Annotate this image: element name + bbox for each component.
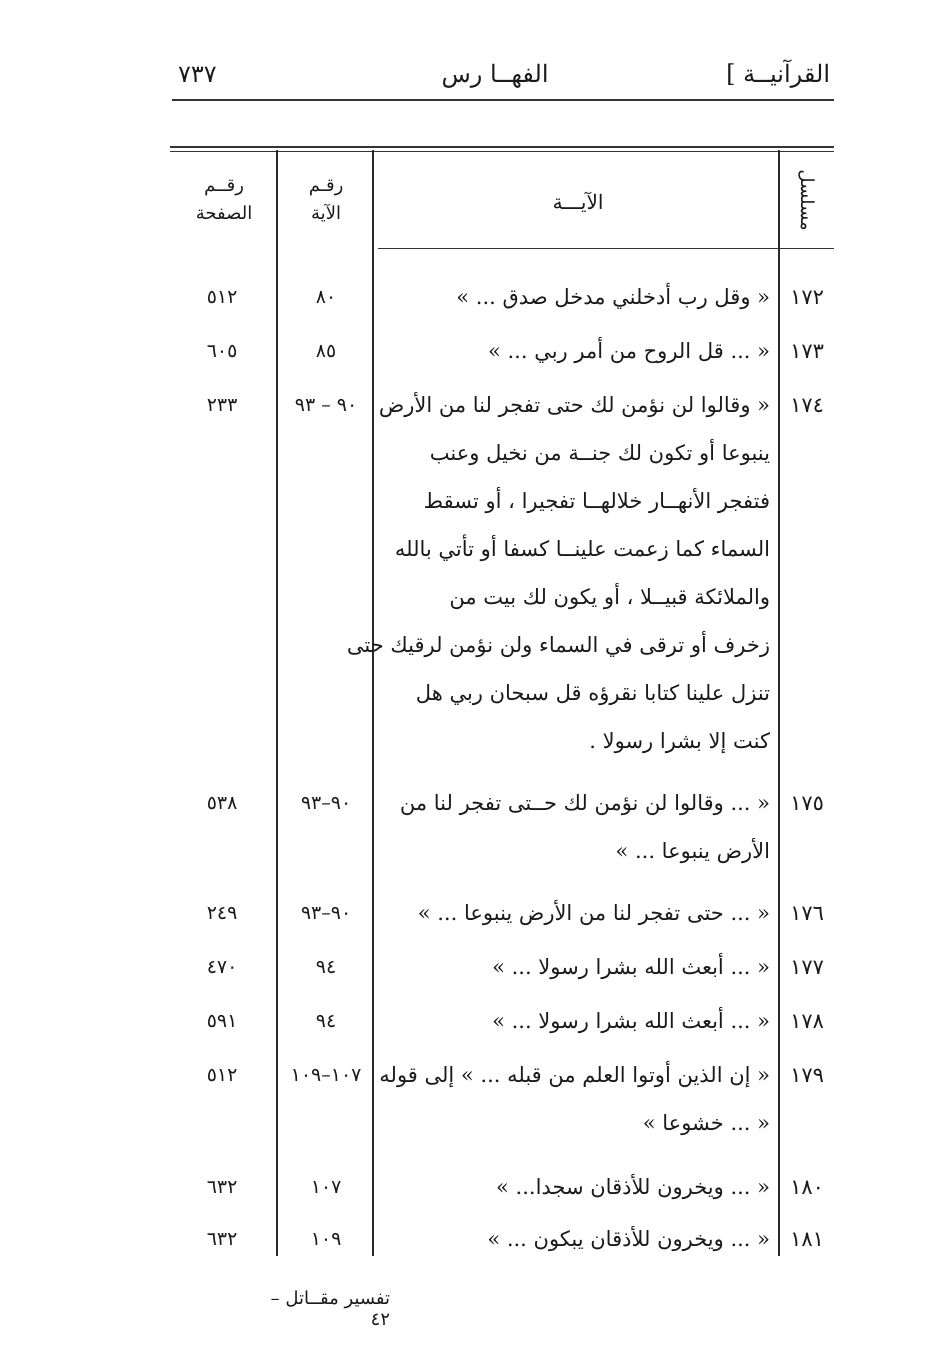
table-row-serial: ١٨٠ (790, 1175, 824, 1199)
table-row-verse-line: « إن الذين أوتوا العلم من قبله ... » إلى قوله (379, 1063, 770, 1087)
header-title-center: الفهــا رس (441, 60, 549, 88)
table-row-verse-line: « ... وقالوا لن نؤمن لك حــتى تفجر لنا من (399, 791, 770, 815)
table-row-verse-line: ينبوعا أو تكون لك جنــة من نخيل وعنب (429, 441, 770, 465)
column-header-serial-text: مسلسل (796, 169, 817, 231)
header-rule (172, 99, 834, 101)
table-row-page-number: ٥١٢ (206, 286, 238, 308)
column-header-verse-number-line1: رقـم (308, 175, 344, 196)
table-row-verse-number: ٩٠–٩٣ (300, 792, 352, 814)
table-row-page-number: ٥١٢ (206, 1064, 238, 1086)
table-row-verse-line: الأرض ينبوعا ... » (615, 839, 770, 863)
table-row-serial: ١٧٥ (790, 791, 824, 815)
column-header-page-number-line1: رقــم (204, 175, 244, 196)
table-row-verse-line: « وقالوا لن نؤمن لك حتى تفجر لنا من الأرض (378, 393, 770, 417)
table-row-verse-line: « ... أبعث الله بشرا رسولا ... » (492, 1009, 770, 1033)
table-row-verse-line: « ... حتى تفجر لنا من الأرض ينبوعا ... » (417, 901, 770, 925)
table-row-page-number: ٦٣٢ (206, 1228, 238, 1250)
table-row-verse-number: ١٠٩ (310, 1228, 342, 1250)
table-divider-verse (372, 150, 374, 1256)
table-row-serial: ١٧٣ (790, 339, 824, 363)
table-row-verse-line: « ... قل الروح من أمر ربي ... » (487, 339, 770, 363)
table-row-verse-line: زخرف أو ترقى في السماء ولن نؤمن لرقيك حتى (346, 633, 770, 657)
column-header-serial (780, 160, 834, 240)
column-header-page-number (172, 172, 276, 228)
table-row-serial: ١٨١ (790, 1227, 824, 1251)
table-row-verse-number: ٩٤ (315, 1010, 337, 1032)
table-top-rule (170, 146, 834, 148)
table-row-page-number: ٦٣٢ (206, 1176, 238, 1198)
table-row-page-number: ٢٤٩ (206, 902, 238, 924)
table-row-verse-number: ١٠٧–١٠٩ (290, 1064, 362, 1086)
table-row-verse-line: والملائكة قبيــلا ، أو يكون لك بيت من (449, 585, 770, 609)
table-row-verse-number: ٨٥ (315, 340, 337, 362)
column-header-page-number-line2: الصفحة (195, 203, 253, 224)
table-row-verse-number: ٩٤ (315, 956, 337, 978)
table-row-page-number: ٥٩١ (206, 1010, 238, 1032)
table-row-verse-line: فتفجر الأنهــار خلالهــا تفجيرا ، أو تسقط (423, 489, 770, 513)
table-row-verse-number: ٩٠ – ٩٣ (294, 394, 358, 416)
table-row-verse-line: كنت إلا بشرا رسولا . (589, 729, 770, 753)
table-row-verse-line: « ... ويخرون للأذقان يبكون ... » (487, 1227, 770, 1251)
table-row-verse-line: « ... أبعث الله بشرا رسولا ... » (492, 955, 770, 979)
table-row-serial: ١٧٢ (790, 285, 824, 309)
table-row-serial: ١٧٦ (790, 901, 824, 925)
table-row-serial: ١٧٧ (790, 955, 824, 979)
table-row-page-number: ٦٠٥ (206, 340, 238, 362)
table-row-page-number: ٢٣٣ (206, 394, 238, 416)
table-row-serial: ١٧٩ (790, 1063, 824, 1087)
table-row-verse-line: تنزل علينا كتابا نقرؤه قل سبحان ربي هل (415, 681, 770, 705)
table-row-serial: ١٧٨ (790, 1009, 824, 1033)
table-row-serial: ١٧٤ (790, 393, 824, 417)
table-header-rule (378, 248, 834, 249)
table-row-page-number: ٥٣٨ (206, 792, 238, 814)
column-header-verse: الآيـــة (552, 190, 604, 214)
header-title-right: القرآنيــة ] (726, 60, 830, 88)
table-row-verse-line: السماء كما زعمت علينــا كسفا أو تأتي بالله (394, 537, 770, 561)
table-row-verse-number: ١٠٧ (310, 1176, 342, 1198)
table-row-page-number: ٤٧٠ (206, 956, 238, 978)
table-divider-number (276, 150, 278, 1256)
table-row-verse-number: ٨٠ (315, 286, 337, 308)
table-top-rule-inner (170, 151, 834, 152)
table-divider-serial (778, 150, 780, 1256)
footer-signature: تفسير مقــاتل – ٤٢ (270, 1288, 390, 1330)
page-number: ٧٣٧ (178, 60, 217, 88)
column-header-verse-number-line2: الآية (311, 203, 341, 224)
column-header-verse-number (280, 172, 372, 228)
table-row-verse-line: « ... خشوعا » (642, 1111, 770, 1135)
table-row-verse-line: « وقل رب أدخلني مدخل صدق ... » (456, 285, 770, 309)
table-row-verse-line: « ... ويخرون للأذقان سجدا... » (496, 1175, 770, 1199)
table-row-verse-number: ٩٠–٩٣ (300, 902, 352, 924)
